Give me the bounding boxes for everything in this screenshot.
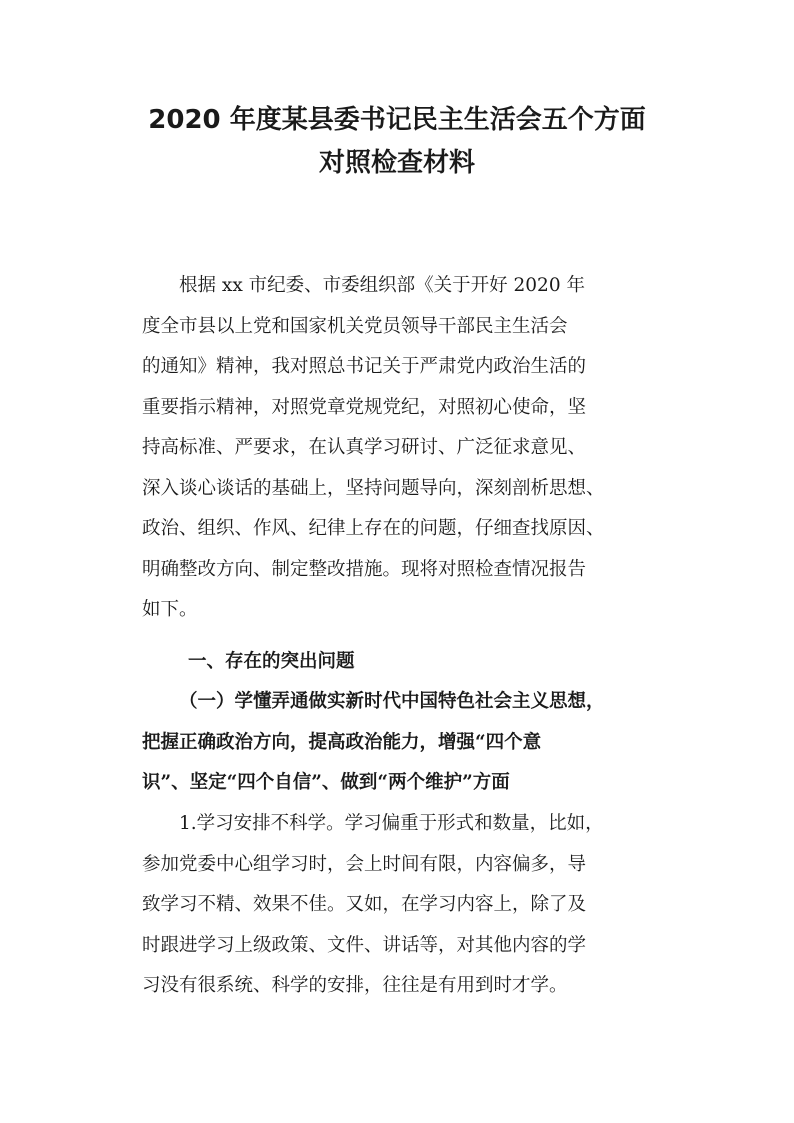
document-title-line-2: 对照检查材料 <box>318 148 475 178</box>
item-paragraph <box>142 804 662 1007</box>
intro-paragraph <box>142 266 662 631</box>
sub-heading-line: 把握正确政治方向，提高政治能力，增强“四个意 <box>142 731 542 753</box>
sub-heading-line: （一）学懂弄通做实新时代中国特色社会主义思想， <box>179 691 605 712</box>
intro-line: 如下。 <box>142 599 198 620</box>
intro-line: 度全市县以上党和国家机关党员领导干部民主生活会 <box>142 315 568 337</box>
intro-line: 明确整改方向、制定整改措施。现将对照检查情况报告 <box>142 558 587 580</box>
item-line: 致学习不精、效果不佳。又如，在学习内容上，除了及 <box>142 894 587 915</box>
section-heading: 一、存在的突出问题 <box>188 651 355 672</box>
sub-section-heading <box>142 682 662 804</box>
intro-line: 深入谈心谈话的基础上，坚持问题导向，深刻剖析思想、 <box>142 477 605 499</box>
intro-line: 持高标准、严要求，在认真学习研讨、广泛征求意见、 <box>142 437 587 458</box>
document-title-line-1: 2020 年度某县委书记民主生活会五个方面 <box>148 105 646 135</box>
sub-heading-line: 识”、坚定“四个自信”、做到“两个维护”方面 <box>142 772 510 793</box>
intro-line: 的通知》精神，我对照总书记关于严肃党内政治生活的 <box>142 356 587 377</box>
intro-line: 根据 xx 市纪委、市委组织部《关于开好 2020 年 <box>179 275 585 296</box>
item-line: 习没有很系统、科学的安排，往往是有用到时才学。 <box>142 975 568 996</box>
intro-line: 重要指示精神，对照党章党规党纪，对照初心使命，坚 <box>142 396 587 418</box>
item-line: 参加党委中心组学习时，会上时间有限，内容偏多，导 <box>142 853 587 875</box>
item-line: 时跟进学习上级政策、文件、讲话等，对其他内容的学 <box>142 934 587 956</box>
intro-line: 政治、组织、作风、纪律上存在的问题，仔细查找原因、 <box>142 518 605 539</box>
item-line: 1.学习安排不科学。学习偏重于形式和数量，比如， <box>179 813 604 834</box>
